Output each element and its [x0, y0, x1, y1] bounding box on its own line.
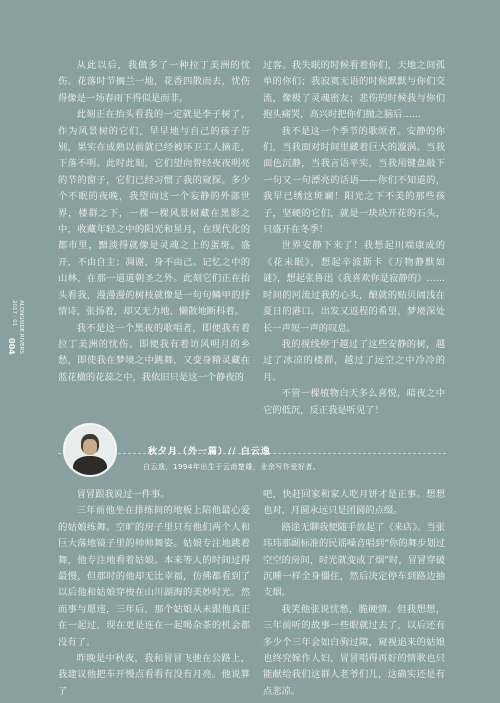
article-top-left-column — [58, 58, 250, 386]
article-bottom-left-column — [58, 487, 250, 700]
page-margin-meta — [2, 300, 32, 390]
paragraph: 此刻正在抬头看我的一定就是李子树了。作为风景树的它们，早早地与自己的孩子告别，果实在成熟以前就已经被环卫工人摘走，下落不明。此时此刻，它们望向曾经夜夜明亮的节的窗子，它们已经习惯了我的窥探。多少个不眠的夜晚，我望向这一个妄静的外部世界，楼群之下，一棵一棵风景树藏在黑影之中，收藏年轻之中的阳光和星月，在现代化的都市里，黯淡得就像是灵魂之上的蛋斑。盛开，不由自主；凋谢，身不由己。记忆之中的山林，在那一道道朝圣之外。此刻它们正在抬头看我，漫漫漫的树枝就像是一句句鳞甲的抒情诗，张扬着，却又无力地、懒散地断科着。 — [58, 109, 250, 318]
paragraph: 昨晚是中秋夜，我和冒冒飞驰在公路上，我建议他把车开慢点看看有没有月亮。他说算了 — [58, 653, 250, 697]
paragraph: 世界安静下来了！我想起川端康成的《花未眠》，想起辛波斯卡《万物静默如谜》，想起张鲁迅《我喜欢你是寂静的》……时间的河流过我的心头，酿就的贴贝阔浅在夏日的港口。出发又返程的希望，梦境深处长一声短一声的叹息。 — [263, 240, 445, 334]
paragraph: 我笑他张说忧愁，脆硬情。但我想想，三年前听的故事一些眼就过去了，以后还有多少个三年会如白驹过隙，窥视追来的姑娘也终究嫁作人妇，冒冒唱得再好的情歌也只能献给我们这群人老爷们儿，这确实还是有点悲凉。 — [263, 603, 445, 697]
page-number: 004 — [7, 338, 16, 355]
paragraph: 路途无聊我便随手放起了《来店》。当张玮玮那副标准的民谣嗓音唱到“你的舞步划过空空的房间，时光就变成了烟”时，冒冒穿破沉睡一样全身僵住，然后决定停车到路边抽支烟。 — [263, 521, 445, 599]
article-bottom-right-column — [263, 487, 445, 700]
paragraph: 三年前他坐在排练间的地板上陪他最心爱的姑娘练舞。空旷的房子里只有他们两个人和巨大落地镜子里的帅帅舞姿。姑娘专注地跳着舞，他专注地看着姑娘。本来等人的时间过得最慢，但那时的他却无比幸福，仿佛都看到了以后他和姑娘穿梭在山川湖海的美妙时光。然而事与愿违，三年后，那个姑娘从未跟他真正在一起过，现在更是连在一起喝杂茶的机会都没有了。 — [58, 505, 250, 648]
paragraph: 不管一棵植物白天多么喜悦，暗夜之中它的低沉，反正我是听见了！ — [263, 388, 445, 416]
article-top-right-column — [263, 58, 445, 419]
author-title: 秋夕月（外一篇）// 白云逸 — [148, 447, 271, 457]
issue-line-2: 2017 · 01 — [11, 300, 17, 327]
paragraph: 吧，快赶回家和家人吃月饼才是正事。想想也对，月圆永远只是团圆的点缀。 — [263, 489, 445, 517]
paragraph: 过客。我失眠的时候看着你们，天地之间孤单的你们；我寂寞无语的时候默默与你们交流，像极了灵魂密友；悲伤的时候我与你们抱头痛哭，高兴时把你们抛之脑后…… — [263, 60, 445, 121]
paragraph: 从此以后，我做多了一种拉丁美洲的忧伤。花落时节搁兰一地，花香四散而去，忧伤得像是一场春雨下得似是而非。 — [58, 60, 250, 104]
issue-label — [10, 300, 24, 354]
paragraph: 我不是这一个季节的歌颂者。安静的你们，当我面对时间里藏着巨大的漩涡。当我面色沉静，当我言语平实，当我用键盘敲下一句又一句漂亮的话语——你们不知道的，我早已绣这斑斓！阳光之下不美的那些孩子，坚硬的它们，就是一块块开花的石头，只盛开在冬季！ — [263, 125, 445, 236]
paragraph: 冒冒跟我说过一件事。 — [76, 489, 170, 500]
paragraph: 我的视线停于越过了这些安静的树，越过了冰凉的楼群，越过了远空之中冷冷的月。 — [263, 338, 445, 383]
paragraph: 我不是这一个黑夜的歌唱者，即便我有着拉丁美洲的忧伤。即便我有着访风明月的乡愁，即使我在梦境之中跳舞，又变身精灵藏在蓝花楹的花蕊之中，我依旧只是这一个静夜的 — [58, 322, 250, 383]
author-bio: 白云逸，1994年出生于云南楚雄，业余写作爱好者。 — [143, 463, 321, 471]
issue-line-1: ALONGSIDE RIVERS — [18, 300, 24, 354]
author-avatar — [63, 423, 117, 477]
